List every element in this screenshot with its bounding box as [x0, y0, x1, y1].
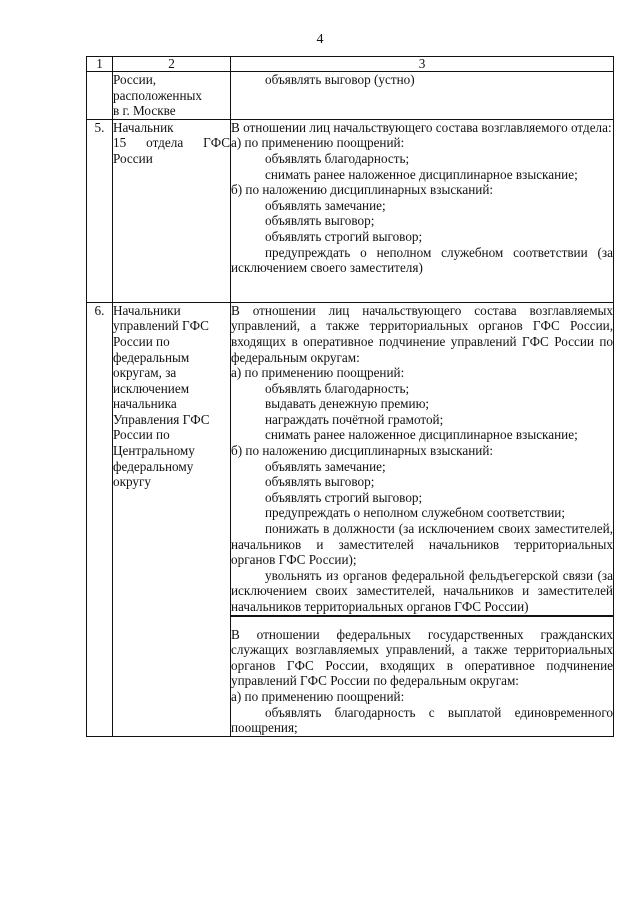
authority-item: объявлять выговор; [265, 213, 375, 229]
authority-section-title: б) по наложению дисциплинарных взысканий: [231, 443, 494, 459]
official-line: начальника [113, 396, 177, 412]
authority-item: объявлять выговор (устно) [265, 72, 415, 87]
authority-item: объявлять благодарность; [265, 380, 410, 396]
authority-intro: В отношении лиц начальствующего состава возглавляемого отдела: [231, 119, 612, 135]
official-line: Начальник [113, 119, 174, 135]
authority-item: объявлять замечание; [265, 458, 386, 474]
authority-item: выдавать денежную премию; [265, 396, 430, 412]
official-cell [113, 302, 231, 736]
official-line: округу [113, 474, 152, 490]
column-header-1: 1 [87, 57, 113, 72]
row-number-cell [87, 72, 113, 120]
authority-table [86, 56, 614, 737]
table-row-continued [87, 72, 614, 120]
authority-item: объявлять выговор; [265, 474, 375, 490]
table-row-6 [87, 302, 614, 615]
official-line: Начальники [113, 302, 181, 318]
official-line: России по [113, 427, 170, 443]
authority-intro: В отношении федеральных государственных гражданских служащих возглавляемых управлений, а также территориальных органов ГФС России, входящих в оперативное подчинение управлений ГФС России по федеральным округам: [231, 626, 613, 689]
official-line: федеральному [113, 458, 194, 474]
authority-section-title: а) по применению поощрений: [231, 688, 405, 704]
column-header-3: 3 [231, 57, 614, 72]
authority-section-title: б) по наложению дисциплинарных взысканий: [231, 182, 494, 198]
authority-item: снимать ранее наложенное дисциплинарное взыскание; [265, 427, 578, 443]
authority-intro: В отношении лиц начальствующего состава возглавляемых управлений, а также территориальных органов ГФС России, входящих в оперативное подчинение управлений ГФС России по федеральным округам: [231, 302, 613, 365]
official-line: управлений ГФС [113, 318, 209, 334]
official-line: федеральным [113, 349, 190, 365]
official-cell [113, 119, 231, 302]
authority-section-title: а) по применению поощрений: [231, 135, 405, 151]
official-line: России по [113, 333, 170, 349]
authority-item: объявлять строгий выговор; [265, 228, 423, 244]
table-row-5 [87, 119, 614, 302]
official-line: в г. Москве [113, 103, 176, 119]
official-line: Управления ГФС [113, 411, 210, 427]
official-cell [113, 72, 231, 120]
authority-cell [231, 72, 614, 120]
authority-item: награждать почётной грамотой; [265, 411, 444, 427]
official-line: округам, за [113, 365, 177, 381]
row-number: 5. [87, 119, 113, 302]
authority-item: снимать ранее наложенное дисциплинарное взыскание; [265, 166, 578, 182]
authority-item: предупреждать о неполном служебном соответствии (за исключением своего заместителя) [231, 244, 613, 276]
row-number: 6. [87, 302, 113, 736]
table-header-row [87, 57, 614, 72]
authority-section-title: а) по применению поощрений: [231, 365, 405, 381]
authority-cell [231, 119, 614, 302]
authority-item: объявлять строгий выговор; [265, 489, 423, 505]
official-line: исключением [113, 380, 190, 396]
authority-item: увольнять из органов федеральной фельдъегерской связи (за исключением своих заместителей, начальников и заместителей начальников территориальных органов ГФС России) [231, 567, 613, 614]
official-line: расположенных [113, 87, 202, 103]
column-header-2: 2 [113, 57, 231, 72]
page-number: 4 [316, 32, 324, 47]
official-line: 15 отдела ГФС [113, 135, 230, 151]
authority-item: понижать в должности (за исключением своих заместителей, начальников и заместителей начальников территориальных органов ГФС России); [231, 521, 613, 568]
authority-cell [231, 302, 614, 615]
official-line: Центральному [113, 443, 195, 459]
official-line: России [113, 150, 153, 166]
official-line: России, [113, 72, 157, 87]
authority-item: объявлять замечание; [265, 197, 386, 213]
authority-item: объявлять благодарность; [265, 150, 410, 166]
authority-item: предупреждать о неполном служебном соответствии; [265, 505, 566, 521]
authority-item: объявлять благодарность с выплатой единовременного поощрения; [231, 704, 613, 736]
authority-cell [231, 616, 614, 737]
